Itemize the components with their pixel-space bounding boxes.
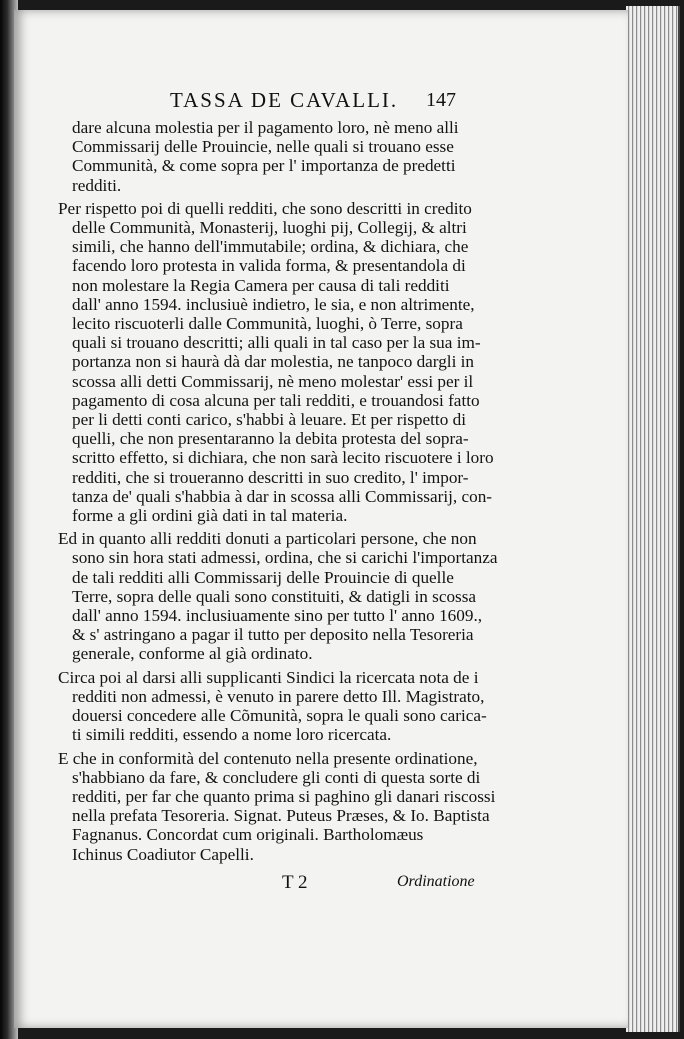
text-line: delle Communità, Monasterij, luoghi pij, Collegij, & altri — [72, 218, 467, 238]
paragraph — [58, 667, 506, 745]
text-line: scossa alli detti Commissarij, nè meno molestar' essi per il — [72, 371, 474, 391]
book-page — [14, 10, 628, 1028]
text-line: Commissarij delle Prouincie, nelle quali si trouano esse — [72, 137, 454, 157]
text-line: per li detti conti carico, s'habbi à leuare. Et per rispetto di — [72, 410, 466, 430]
text-line: redditi, per far che quanto prima si paghino gli danari riscossi — [72, 786, 496, 806]
text-line: forme a gli ordini già dati in tal materia. — [72, 506, 348, 526]
text-line: sono sin hora stati admessi, ordina, che si carichi l'importanza — [72, 548, 498, 568]
text-line: non molestare la Regia Camera per causa di tali redditi — [72, 275, 450, 295]
text-line: Ichinus Coadiutor Capelli. — [72, 844, 254, 864]
text-line: facendo loro protesta in valida forma, & presentandola di — [72, 256, 466, 276]
text-line: dall' anno 1594. inclusiuè indietro, le sia, e non altrimente, — [72, 294, 475, 314]
text-line: redditi. — [72, 175, 122, 195]
text-line: simili, che hanno dell'immutabile; ordina, & dichiara, che — [72, 237, 469, 257]
text-line: Fagnanus. Concordat cum originali. Bartholomæus — [72, 825, 424, 845]
page-edges — [626, 6, 680, 1032]
text-line: scritto effetto, si dichiara, che non sarà lecito riscuotere i loro — [72, 448, 494, 468]
text-line: E che in conformità del contenuto nella presente ordinatione, — [58, 748, 478, 768]
paragraph — [72, 118, 506, 195]
text-line: Circa poi al darsi alli supplicanti Sindici la ricercata nota de i — [58, 667, 479, 687]
page-number: 147 — [426, 89, 456, 111]
text-line: de tali redditi alli Commissarij delle Prouincie di quelle — [72, 567, 454, 587]
text-line: nella prefata Tesoreria. Signat. Puteus Præses, & Io. Baptista — [72, 806, 490, 826]
text-line: lecito riscuoterli dalle Communità, luoghi, ò Terre, sopra — [72, 314, 463, 334]
text-line: redditi, che si troueranno descritti in suo credito, l' impor- — [72, 467, 469, 487]
page-footer — [14, 872, 628, 896]
catchword: Ordinatione — [397, 873, 475, 890]
text-line: s'habbiano da fare, & concludere gli conti di questa sorte di — [72, 767, 481, 787]
text-line: dare alcuna molestia per il pagamento loro, nè meno alli — [72, 118, 459, 137]
text-line: Communità, & come sopra per l' importanza de predetti — [72, 156, 456, 176]
text-line: douersi concedere alle Cõmunità, sopra le quali sono carica- — [72, 706, 487, 726]
signature-mark: T 2 — [282, 872, 308, 893]
body-text — [58, 118, 506, 868]
text-line: generale, conforme al già ordinato. — [72, 644, 313, 664]
paragraph — [58, 748, 506, 864]
text-line: Ed in quanto alli redditi donuti a particolari persone, che non — [58, 529, 477, 549]
text-line: & s' astringano a pagar il tutto per deposito nella Tesoreria — [72, 625, 474, 645]
text-line: pagamento di cosa alcuna per tali redditi, e trouandosi fatto — [72, 390, 480, 410]
text-line: ti simili redditi, essendo a nome loro ricercata. — [72, 725, 392, 745]
paragraph — [58, 529, 506, 664]
text-line: Per rispetto poi di quelli redditi, che sono descritti in credito — [58, 198, 472, 218]
text-line: quali si trouano descritti; alli quali in tal caso per la sua im- — [72, 333, 481, 353]
text-line: redditi non admessi, è venuto in parere detto Ill. Magistrato, — [72, 686, 485, 706]
text-line: Terre, sopra delle quali sono constituiti, & datigli in scossa — [72, 586, 477, 606]
paragraph — [58, 198, 506, 526]
text-line: quelli, che non presentaranno la debita protesta del sopra- — [72, 429, 469, 449]
running-title: TASSA DE CAVALLI. — [170, 88, 399, 112]
text-line: dall' anno 1594. inclusiuamente sino per tutto l' anno 1609., — [72, 606, 483, 626]
text-line: tanza de' quali s'habbia à dar in scossa alli Commissarij, con- — [72, 486, 493, 506]
page-header — [14, 88, 628, 122]
text-line: portanza non si haurà dà dar molestia, ne tanpoco dargli in — [72, 352, 475, 372]
